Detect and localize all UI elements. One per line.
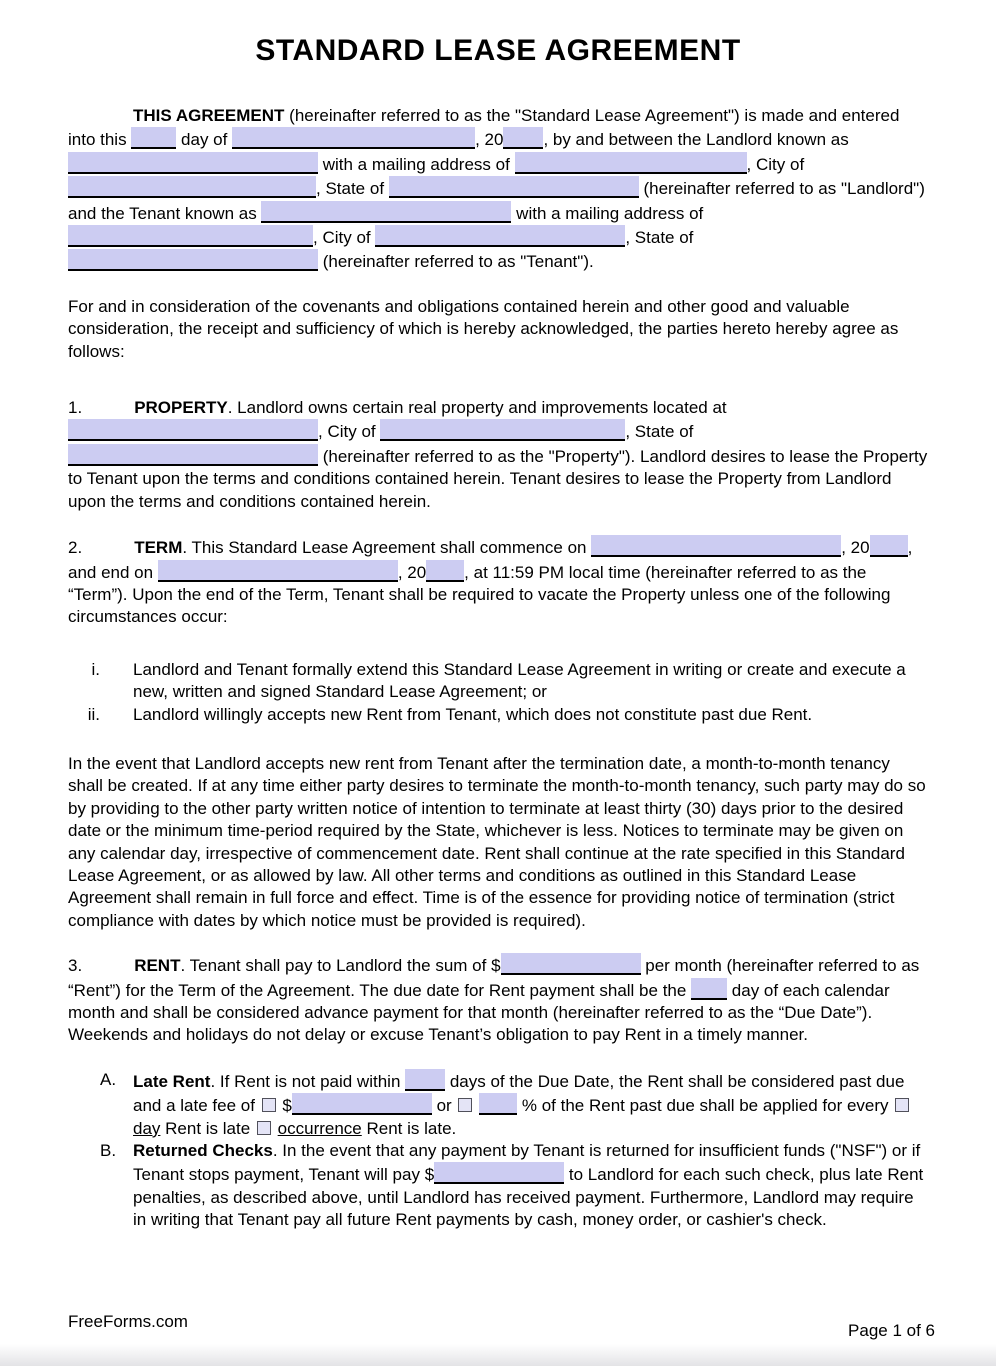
text-run: 2. [68, 538, 83, 558]
text-run: , State of [625, 228, 694, 248]
tenant-name-field[interactable] [261, 201, 511, 223]
tenant-address-field[interactable] [68, 225, 313, 247]
returned-checks-item [68, 1140, 928, 1232]
landlord-city-field[interactable] [68, 176, 316, 198]
end-date-field[interactable] [158, 560, 398, 582]
text-run: Landlord and Tenant formally extend this Standard Lease Agreement in writing or create and execute a new, written and signed Standard Lease Agreement; or [133, 659, 906, 702]
late-fee-amount-field[interactable] [292, 1093, 432, 1115]
section-rent [68, 953, 928, 1047]
new-rent-item-content [133, 704, 928, 726]
text-run: , City of [313, 228, 376, 248]
property-state-field[interactable] [68, 444, 318, 466]
agreement-year-field[interactable] [503, 127, 543, 149]
consideration-paragraph [68, 296, 928, 363]
text-run: , City of [746, 154, 805, 174]
bold-run: RENT [134, 956, 181, 976]
text-run: . In the event that any payment by Tenant is returned for insufficient funds ("NSF") or if Tenant stops payment, Tenant will pay $ [133, 1141, 921, 1185]
returned-checks-item-marker: B. [100, 1141, 117, 1161]
per-occurrence-checkbox[interactable] [257, 1121, 271, 1135]
text-run: , 20 [475, 130, 504, 150]
text-run: , State of [316, 179, 389, 199]
text-run: Rent is late. [361, 1118, 457, 1138]
landlord-address-field[interactable] [515, 152, 747, 174]
text-run: , City of [318, 422, 381, 442]
document-title: STANDARD LEASE AGREEMENT [255, 34, 741, 67]
text-run: . This Standard Lease Agreement shall commence on [182, 538, 592, 558]
page-footer [68, 1311, 935, 1342]
bold-run: THIS AGREEMENT [133, 106, 285, 125]
tenant-state-field[interactable] [68, 249, 318, 271]
text-run: to Landlord for each such check, plus late Rent penalties, as described above, until Landlord has received payment. Furthermore, Landlord may require in writing that Tenant pay all future Rent payments by cash, money order, or cashier's check. [133, 1165, 924, 1230]
text-run: . Landlord owns certain real property and improvements located at [227, 398, 727, 418]
rent-amount-field[interactable] [501, 953, 641, 975]
underline-run: occurrence [277, 1118, 362, 1138]
text-run: , State of [625, 422, 694, 442]
month-to-month-paragraph [68, 753, 928, 932]
underline-run: day [133, 1118, 161, 1138]
text-run: , and end on [68, 538, 913, 582]
text-run: % of the Rent past due shall be applied for every [517, 1096, 894, 1116]
bold-run: TERM [134, 538, 183, 558]
text-run: $ [277, 1096, 292, 1116]
extend-item [68, 659, 928, 704]
bold-run: PROPERTY [134, 398, 228, 418]
late-fee-percent-field[interactable] [479, 1093, 517, 1115]
text-run: day of each calendar month and shall be considered advance payment for that month (hereinafter referred to as the “Due Date”). Weekends and holidays do not delay or excuse Tenant’s obligation to pay Rent in a timely manner. [68, 980, 890, 1045]
text-run: , 20 [841, 538, 870, 558]
extend-item-marker: i. [91, 659, 100, 679]
new-rent-item-marker: ii. [87, 704, 100, 724]
footer-brand: FreeForms.com [68, 1312, 188, 1331]
nsf-fee-field[interactable] [434, 1162, 564, 1184]
tenant-city-field[interactable] [375, 225, 625, 247]
text-run: For and in consideration of the covenants and obligations contained herein and other good and valuable consideration, the receipt and sufficiency of which is hereby acknowledged, the parties hereto hereby agree as follows: [68, 296, 899, 361]
text-run: . If Rent is not paid within [210, 1071, 406, 1091]
landlord-state-field[interactable] [389, 176, 639, 198]
text-run: . Tenant shall pay to Landlord the sum of $ [180, 956, 501, 976]
extend-item-content [133, 659, 928, 704]
late-rent-item-content [133, 1069, 928, 1140]
per-day-checkbox[interactable] [895, 1098, 909, 1112]
text-run: with a mailing address of [318, 154, 515, 174]
rent-due-day-field[interactable] [691, 978, 727, 1000]
intro-paragraph [68, 105, 928, 274]
page-number: Page 1 of 6 [848, 1321, 935, 1340]
landlord-name-field[interactable] [68, 152, 318, 174]
text-run: per month (hereinafter referred to as “Rent”) for the Term of the Agreement. The due date for Rent payment shall be the [68, 956, 920, 1000]
section-term [68, 535, 928, 629]
property-city-field[interactable] [380, 419, 625, 441]
late-grace-days-field[interactable] [405, 1069, 445, 1091]
page-bottom-edge [0, 1344, 996, 1366]
text-run: 3. [68, 956, 83, 976]
new-rent-item [68, 704, 928, 726]
text-run: , by and between the Landlord known as [543, 130, 849, 150]
bold-run: Late Rent [133, 1071, 211, 1091]
text-run: , 20 [397, 562, 427, 582]
bold-run: Returned Checks [133, 1141, 273, 1161]
commencement-date-field[interactable] [591, 535, 841, 557]
text-run: Landlord willingly accepts new Rent from Tenant, which does not constitute past due Rent. [133, 704, 813, 724]
text-run: or [431, 1096, 457, 1116]
text-run: day of [176, 130, 233, 150]
document-body [68, 105, 928, 1232]
agreement-month-field[interactable] [232, 127, 475, 149]
text-run: (hereinafter referred to as the "Standard Lease Agreement") is made and entered into this [68, 106, 900, 150]
text-run: (hereinafter referred to as "Tenant"). [318, 252, 594, 272]
late-rent-item-marker: A. [100, 1069, 117, 1089]
commencement-year-field[interactable] [870, 535, 908, 557]
end-year-field[interactable] [426, 560, 464, 582]
text-run: (hereinafter referred to as "Landlord") and the Tenant known as [68, 179, 925, 223]
late-fee-flat-checkbox[interactable] [262, 1098, 276, 1112]
text-run: , at 11:59 PM local time (hereinafter referred to as the “Term”). Upon the end of the Term, Tenant shall be required to vacate the Property unless one of the following circumstances occur: [68, 562, 891, 627]
late-fee-percent-checkbox[interactable] [458, 1098, 472, 1112]
document-page [0, 34, 996, 1232]
property-address-field[interactable] [68, 419, 318, 441]
text-run: In the event that Landlord accepts new rent from Tenant after the termination date, a month-to-month tenancy shall be created. If at any time either party desires to terminate the month-to-month tenancy, such party may do so by providing to the other party written notice of intention to terminate at least thirty (30) days prior to the desired date or the minimum time-period required by the State, whichever is less. Notices to terminate may be given on any calendar day, irrespective of commencement date. Rent shall continue at the rate specified in this Standard Lease Agreement, or as allowed by law. All other terms and conditions as outlined in this Standard Lease Agreement shall remain in full force and effect. Time is of the essence for providing notice of termination (strict compliance with dates by which notice must be provided is required). [68, 753, 926, 930]
text-run: days of the Due Date, the Rent shall be considered past due and a late fee of [133, 1071, 905, 1116]
section-property [68, 397, 928, 513]
text-run: 1. [68, 398, 83, 418]
text-run: with a mailing address of [511, 203, 704, 223]
late-rent-item [68, 1069, 928, 1140]
returned-checks-item-content [133, 1140, 928, 1232]
agreement-day-field[interactable] [131, 127, 176, 149]
text-run: (hereinafter referred to as the "Property"). Landlord desires to lease the Property to Tenant upon the terms and conditions contained herein. Tenant desires to lease the Property from Landlord upon the terms and conditions contained herein. [68, 446, 928, 511]
text-run: Rent is late [160, 1118, 255, 1138]
